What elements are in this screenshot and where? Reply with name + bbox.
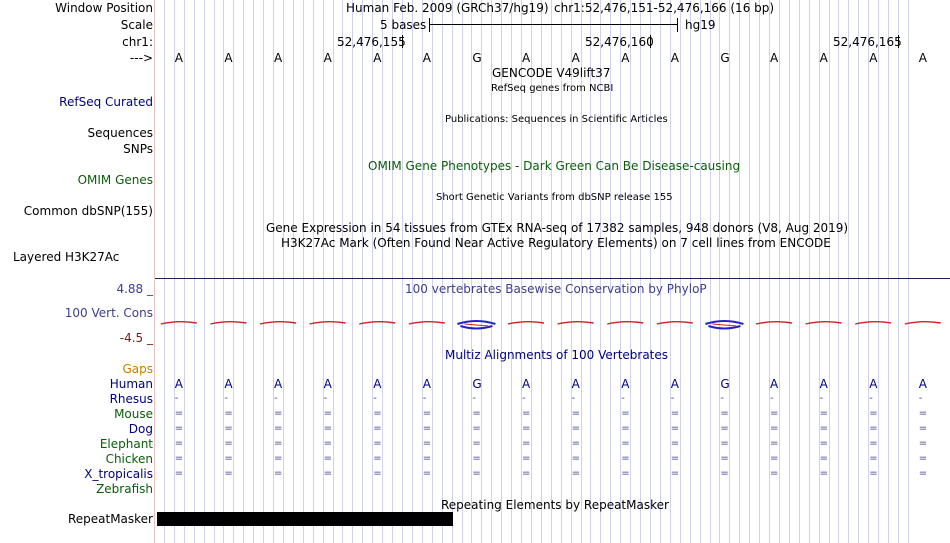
alignment-base: =: [918, 468, 928, 479]
alignment-base: =: [621, 423, 630, 434]
alignment-base: =: [422, 453, 432, 464]
alignment-base: =: [174, 408, 184, 419]
alignment-base: -: [174, 393, 179, 404]
alignment-base: A: [571, 377, 580, 391]
alignment-base: =: [670, 468, 680, 479]
scale-bar-text: 5 bases: [380, 18, 427, 32]
phylop-max-label: 4.88 _: [116, 282, 153, 296]
scale-label: Scale: [120, 18, 153, 32]
alignment-base: A: [274, 377, 283, 391]
refseq-track-title[interactable]: RefSeq genes from NCBI: [491, 83, 614, 94]
dbsnp-track-title[interactable]: Short Genetic Variants from dbSNP release 155: [436, 192, 673, 203]
multiz-track-title[interactable]: Multiz Alignments of 100 Vertebrates: [445, 348, 669, 362]
alignment-base: -: [869, 393, 873, 404]
base-letter: A: [621, 51, 630, 65]
alignment-base: -: [770, 393, 774, 404]
species-label-chicken[interactable]: Chicken: [105, 452, 153, 466]
alignment-base: =: [670, 408, 680, 419]
alignment-base: =: [770, 438, 779, 449]
phylop-mark: [806, 322, 842, 324]
phylop-conserved-mark: [705, 321, 743, 329]
alignment-base: =: [522, 408, 531, 419]
alignment-base: =: [224, 438, 233, 449]
alignment-base: G: [472, 377, 482, 391]
alignment-base: -: [720, 393, 724, 404]
alignment-base: =: [373, 438, 382, 449]
alignment-base: =: [869, 468, 878, 479]
alignment-base: A: [174, 377, 184, 391]
alignment-base: A: [918, 377, 928, 391]
alignment-base: A: [224, 377, 233, 391]
alignment-base: =: [869, 438, 878, 449]
alignment-base: =: [323, 423, 332, 434]
species-label-zebrafish[interactable]: Zebrafish: [96, 482, 153, 496]
alignment-base: =: [819, 468, 828, 479]
phylop-conserved-mark: [457, 321, 495, 329]
alignment-base: =: [869, 423, 878, 434]
alignment-base: =: [472, 453, 481, 464]
base-letter: A: [670, 51, 680, 65]
alignment-base: -: [224, 393, 228, 404]
species-label-mouse[interactable]: Mouse: [114, 407, 153, 421]
alignment-base: =: [224, 408, 233, 419]
alignment-base: =: [571, 438, 580, 449]
base-letter: A: [522, 51, 531, 65]
alignment-base: =: [422, 408, 432, 419]
phylop-mark: [657, 322, 693, 324]
alignment-base: =: [373, 423, 382, 434]
alignment-base: =: [174, 438, 184, 449]
alignment-base: =: [224, 423, 233, 434]
alignment-base: =: [274, 438, 283, 449]
alignment-base: -: [274, 393, 278, 404]
alignment-base: =: [770, 408, 779, 419]
phylop-mark: [558, 322, 594, 324]
alignment-base: =: [770, 468, 779, 479]
alignment-base: -: [323, 393, 328, 404]
alignment-base: =: [770, 453, 779, 464]
track-divider: [155, 278, 950, 279]
coord-tick-label: 52,476,165: [833, 35, 902, 49]
species-label-human[interactable]: Human: [109, 377, 153, 391]
species-label-dog[interactable]: Dog: [128, 422, 153, 436]
phylop-mark: [607, 322, 643, 324]
alignment-base: =: [918, 438, 928, 449]
alignment-base: =: [720, 423, 729, 434]
repeatmasker-label[interactable]: RepeatMasker: [67, 512, 153, 526]
gencode-track-title[interactable]: GENCODE V49lift37: [492, 66, 611, 80]
alignment-base: -: [373, 393, 377, 404]
alignment-base: =: [323, 438, 332, 449]
alignment-base: =: [422, 438, 432, 449]
base-letter: A: [770, 51, 779, 65]
alignment-base: -: [670, 393, 675, 404]
alignment-base: A: [670, 377, 680, 391]
alignment-base: =: [274, 468, 283, 479]
alignment-base: =: [274, 423, 283, 434]
scale-bar: [428, 15, 680, 35]
alignment-base: A: [373, 377, 382, 391]
base-letter: A: [224, 51, 233, 65]
alignment-base: =: [571, 453, 580, 464]
alignment-base: =: [422, 423, 432, 434]
assembly-title: Human Feb. 2009 (GRCh37/hg19): [346, 1, 549, 15]
alignment-base: G: [720, 377, 730, 391]
phylop-min-label: -4.5 _: [119, 331, 153, 345]
alignment-base: A: [323, 377, 332, 391]
alignment-base: =: [571, 408, 580, 419]
phylop-mark: [508, 322, 544, 324]
base-letter: A: [571, 51, 580, 65]
alignment-base: =: [918, 453, 928, 464]
alignment-base: A: [621, 377, 630, 391]
alignment-base: =: [670, 438, 680, 449]
alignment-base: =: [274, 453, 283, 464]
phylop-mark: [409, 322, 445, 324]
base-letter: A: [323, 51, 332, 65]
coord-tick-label: 52,476,155: [337, 35, 406, 49]
alignment-base: =: [522, 453, 531, 464]
window-position-label: Window Position: [55, 1, 153, 15]
alignment-base: =: [621, 408, 630, 419]
alignment-base: =: [918, 408, 928, 419]
phylop-track-title[interactable]: 100 vertebrates Basewise Conservation by PhyloP: [405, 282, 707, 296]
alignment-base: =: [522, 438, 531, 449]
base-letter: A: [869, 51, 878, 65]
omim-genes-label[interactable]: OMIM Genes: [77, 173, 153, 187]
repeatmasker-track-title[interactable]: Repeating Elements by RepeatMasker: [441, 498, 669, 512]
alignment-base: =: [323, 468, 332, 479]
alignment-base: =: [869, 408, 878, 419]
snps-label[interactable]: SNPs: [123, 142, 153, 156]
omim-track-title[interactable]: OMIM Gene Phenotypes - Dark Green Can Be Disease-causing: [368, 159, 741, 173]
alignment-base: =: [224, 468, 233, 479]
alignment-base: -: [472, 393, 476, 404]
alignment-base: =: [373, 408, 382, 419]
phylop-mark: [855, 322, 891, 324]
alignment-base: =: [323, 453, 332, 464]
alignment-base: =: [174, 468, 184, 479]
repeatmasker-block[interactable]: [157, 512, 453, 526]
alignment-base: -: [819, 393, 824, 404]
alignment-base: A: [819, 377, 828, 391]
phylop-wiggle: [0, 310, 950, 334]
phylop-mark: [310, 322, 346, 324]
alignment-base: =: [472, 423, 481, 434]
alignment-base: =: [670, 423, 680, 434]
strand-arrow[interactable]: --->: [129, 51, 153, 65]
base-letter: A: [373, 51, 382, 65]
alignment-base: =: [720, 438, 729, 449]
alignment-base: =: [522, 468, 531, 479]
phylop-mark: [210, 322, 246, 324]
alignment-base: =: [472, 438, 481, 449]
species-label-elephant[interactable]: Elephant: [99, 437, 153, 451]
alignment-base: =: [720, 453, 729, 464]
alignment-base: =: [274, 408, 283, 419]
phylop-track-label[interactable]: 100 Vert. Cons: [64, 306, 153, 320]
species-label-rhesus[interactable]: Rhesus: [109, 392, 153, 406]
base-letter: A: [174, 51, 184, 65]
scale-db: hg19: [685, 18, 716, 32]
alignment-base: =: [472, 408, 481, 419]
alignment-base: A: [869, 377, 878, 391]
phylop-mark: [359, 322, 395, 324]
alignment-base: =: [621, 438, 630, 449]
alignment-base: =: [323, 408, 332, 419]
alignment-base: =: [174, 423, 184, 434]
alignment-base: =: [819, 438, 828, 449]
base-letter: A: [274, 51, 283, 65]
alignment-base: =: [422, 468, 432, 479]
alignment-base: -: [522, 393, 526, 404]
alignment-base: =: [373, 468, 382, 479]
alignment-base: =: [720, 408, 729, 419]
alignment-base: =: [571, 423, 580, 434]
coord-tick-label: 52,476,160: [585, 35, 654, 49]
alignment-base: A: [522, 377, 531, 391]
coord-ticks: [0, 34, 950, 50]
alignment-base: -: [422, 393, 427, 404]
alignment-base: =: [571, 468, 580, 479]
alignment-base: A: [422, 377, 432, 391]
layered-h3k27ac-label[interactable]: Layered H3K27Ac: [13, 250, 120, 264]
chrom-label: chr1:: [122, 35, 153, 49]
alignment-base: =: [522, 423, 531, 434]
position-readout[interactable]: chr1:52,476,151-52,476,166 (16 bp): [554, 1, 775, 15]
publications-track-title[interactable]: Publications: Sequences in Scientific Articles: [445, 114, 668, 125]
alignment-base: -: [621, 393, 625, 404]
alignment-base: A: [770, 377, 779, 391]
alignment-base: -: [571, 393, 576, 404]
common-dbsnp-label[interactable]: Common dbSNP(155): [23, 204, 153, 218]
phylop-mark: [161, 322, 197, 324]
base-letter: G: [720, 51, 730, 65]
alignment-base: =: [918, 423, 928, 434]
alignment-base: =: [720, 468, 729, 479]
refseq-curated-label[interactable]: RefSeq Curated: [59, 95, 153, 109]
base-letter: A: [918, 51, 928, 65]
base-letter: A: [422, 51, 432, 65]
alignment-base: =: [770, 423, 779, 434]
alignment-base: =: [621, 468, 630, 479]
h3k27ac-track-title[interactable]: H3K27Ac Mark (Often Found Near Active Regulatory Elements) on 7 cell lines from ENCODE: [281, 236, 831, 250]
alignment-base: =: [819, 423, 828, 434]
alignment-base: =: [174, 453, 184, 464]
base-letter: G: [472, 51, 482, 65]
phylop-mark: [756, 322, 792, 324]
gaps-label[interactable]: Gaps: [122, 362, 153, 376]
phylop-mark: [905, 322, 941, 324]
alignment-base: =: [621, 453, 630, 464]
alignment-base: =: [819, 408, 828, 419]
gtex-track-title[interactable]: Gene Expression in 54 tissues from GTEx RNA-seq of 17382 samples, 948 donors (V8, Aug 2019): [266, 221, 849, 235]
base-letter: A: [819, 51, 828, 65]
species-label-x_tropicalis[interactable]: X_tropicalis: [84, 467, 153, 481]
alignment-base: =: [819, 453, 828, 464]
alignment-base: =: [670, 453, 680, 464]
phylop-mark: [260, 322, 296, 324]
alignment-base: =: [373, 453, 382, 464]
alignment-base: =: [224, 453, 233, 464]
sequences-label[interactable]: Sequences: [87, 126, 153, 140]
alignment-base: -: [918, 393, 923, 404]
alignment-base: =: [472, 468, 481, 479]
alignment-base: =: [869, 453, 878, 464]
